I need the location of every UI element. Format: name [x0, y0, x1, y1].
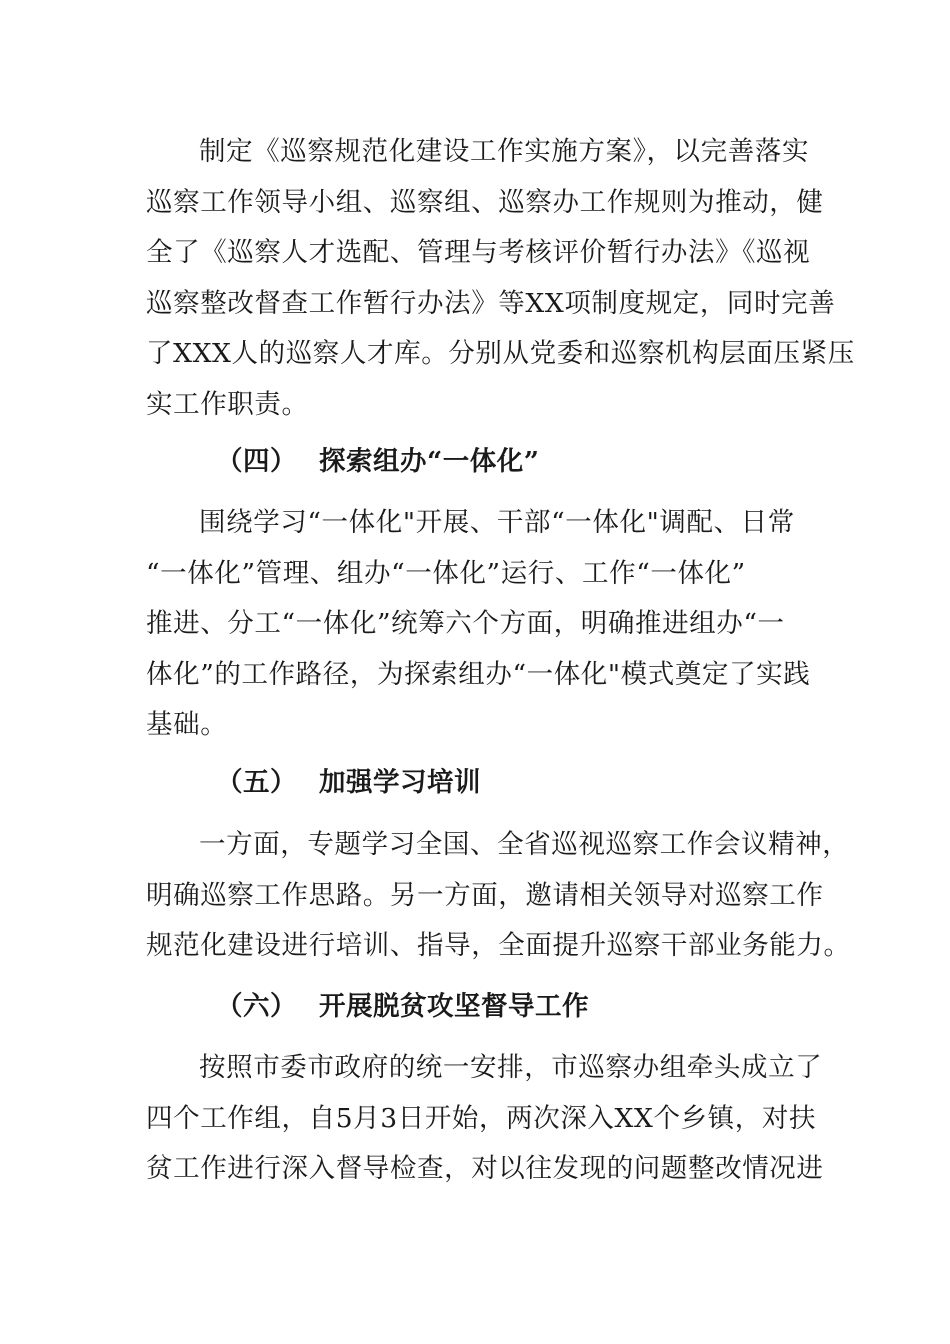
text-line: 贫工作进行深入督导检查，对以往发现的问题整改情况进: [146, 1153, 824, 1184]
section-number: （四）: [216, 446, 297, 477]
text-line: 全了《巡察人才选配、管理与考核评价暂行办法》《巡视: [146, 237, 811, 268]
paragraph-poverty-supervision: [146, 1043, 824, 1195]
section-heading-5: [216, 758, 816, 808]
text-line: 巡察工作领导小组、巡察组、巡察办工作规则为推动，健: [146, 186, 824, 218]
text-line: 制定《巡察规范化建设工作实施方案》，以完善落实: [199, 136, 810, 167]
paragraph-system-building: [146, 127, 855, 430]
text-line: 围绕学习“一体化"开展、干部“一体化"调配、日常: [199, 507, 795, 538]
text-line: 了XXX人的巡察人才库。分别从党委和巡察机构层面压紧压: [146, 338, 855, 369]
text-line: 实工作职责。: [146, 388, 309, 420]
section-title: 开展脱贫攻坚督导工作: [319, 991, 589, 1022]
section-number: （六）: [216, 991, 297, 1022]
paragraph-training: [146, 820, 851, 972]
text-line: 体化”的工作路径，为探索组办“一体化"模式奠定了实践: [146, 658, 811, 690]
section-title: 探索组办“一体化”: [319, 446, 540, 477]
section-title: 加强学习培训: [319, 767, 481, 798]
text-line: 规范化建设进行培训、指导，全面提升巡察干部业务能力。: [146, 930, 851, 961]
text-line: 明确巡察工作思路。另一方面，邀请相关领导对巡察工作: [146, 879, 824, 911]
section-heading-6: [216, 982, 816, 1032]
text-line: 按照市委市政府的统一安排，市巡察办组牵头成立了: [199, 1052, 823, 1083]
section-number: （五）: [216, 767, 297, 798]
paragraph-integration: [146, 498, 811, 751]
section-heading-4: [216, 437, 816, 487]
text-line: 基础。: [146, 709, 228, 740]
text-line: 四个工作组，自5月3日开始，两次深入XX个乡镇，对扶: [146, 1102, 817, 1134]
text-line: 一方面，专题学习全国、全省巡视巡察工作会议精神，: [199, 829, 850, 860]
text-line: “一体化”管理、组办“一体化”运行、工作“一体化”: [146, 557, 746, 589]
text-line: 推进、分工“一体化”统筹六个方面，明确推进组办“一: [146, 608, 785, 639]
text-line: 巡察整改督查工作暂行办法》等XX项制度规定，同时完善: [146, 287, 836, 319]
